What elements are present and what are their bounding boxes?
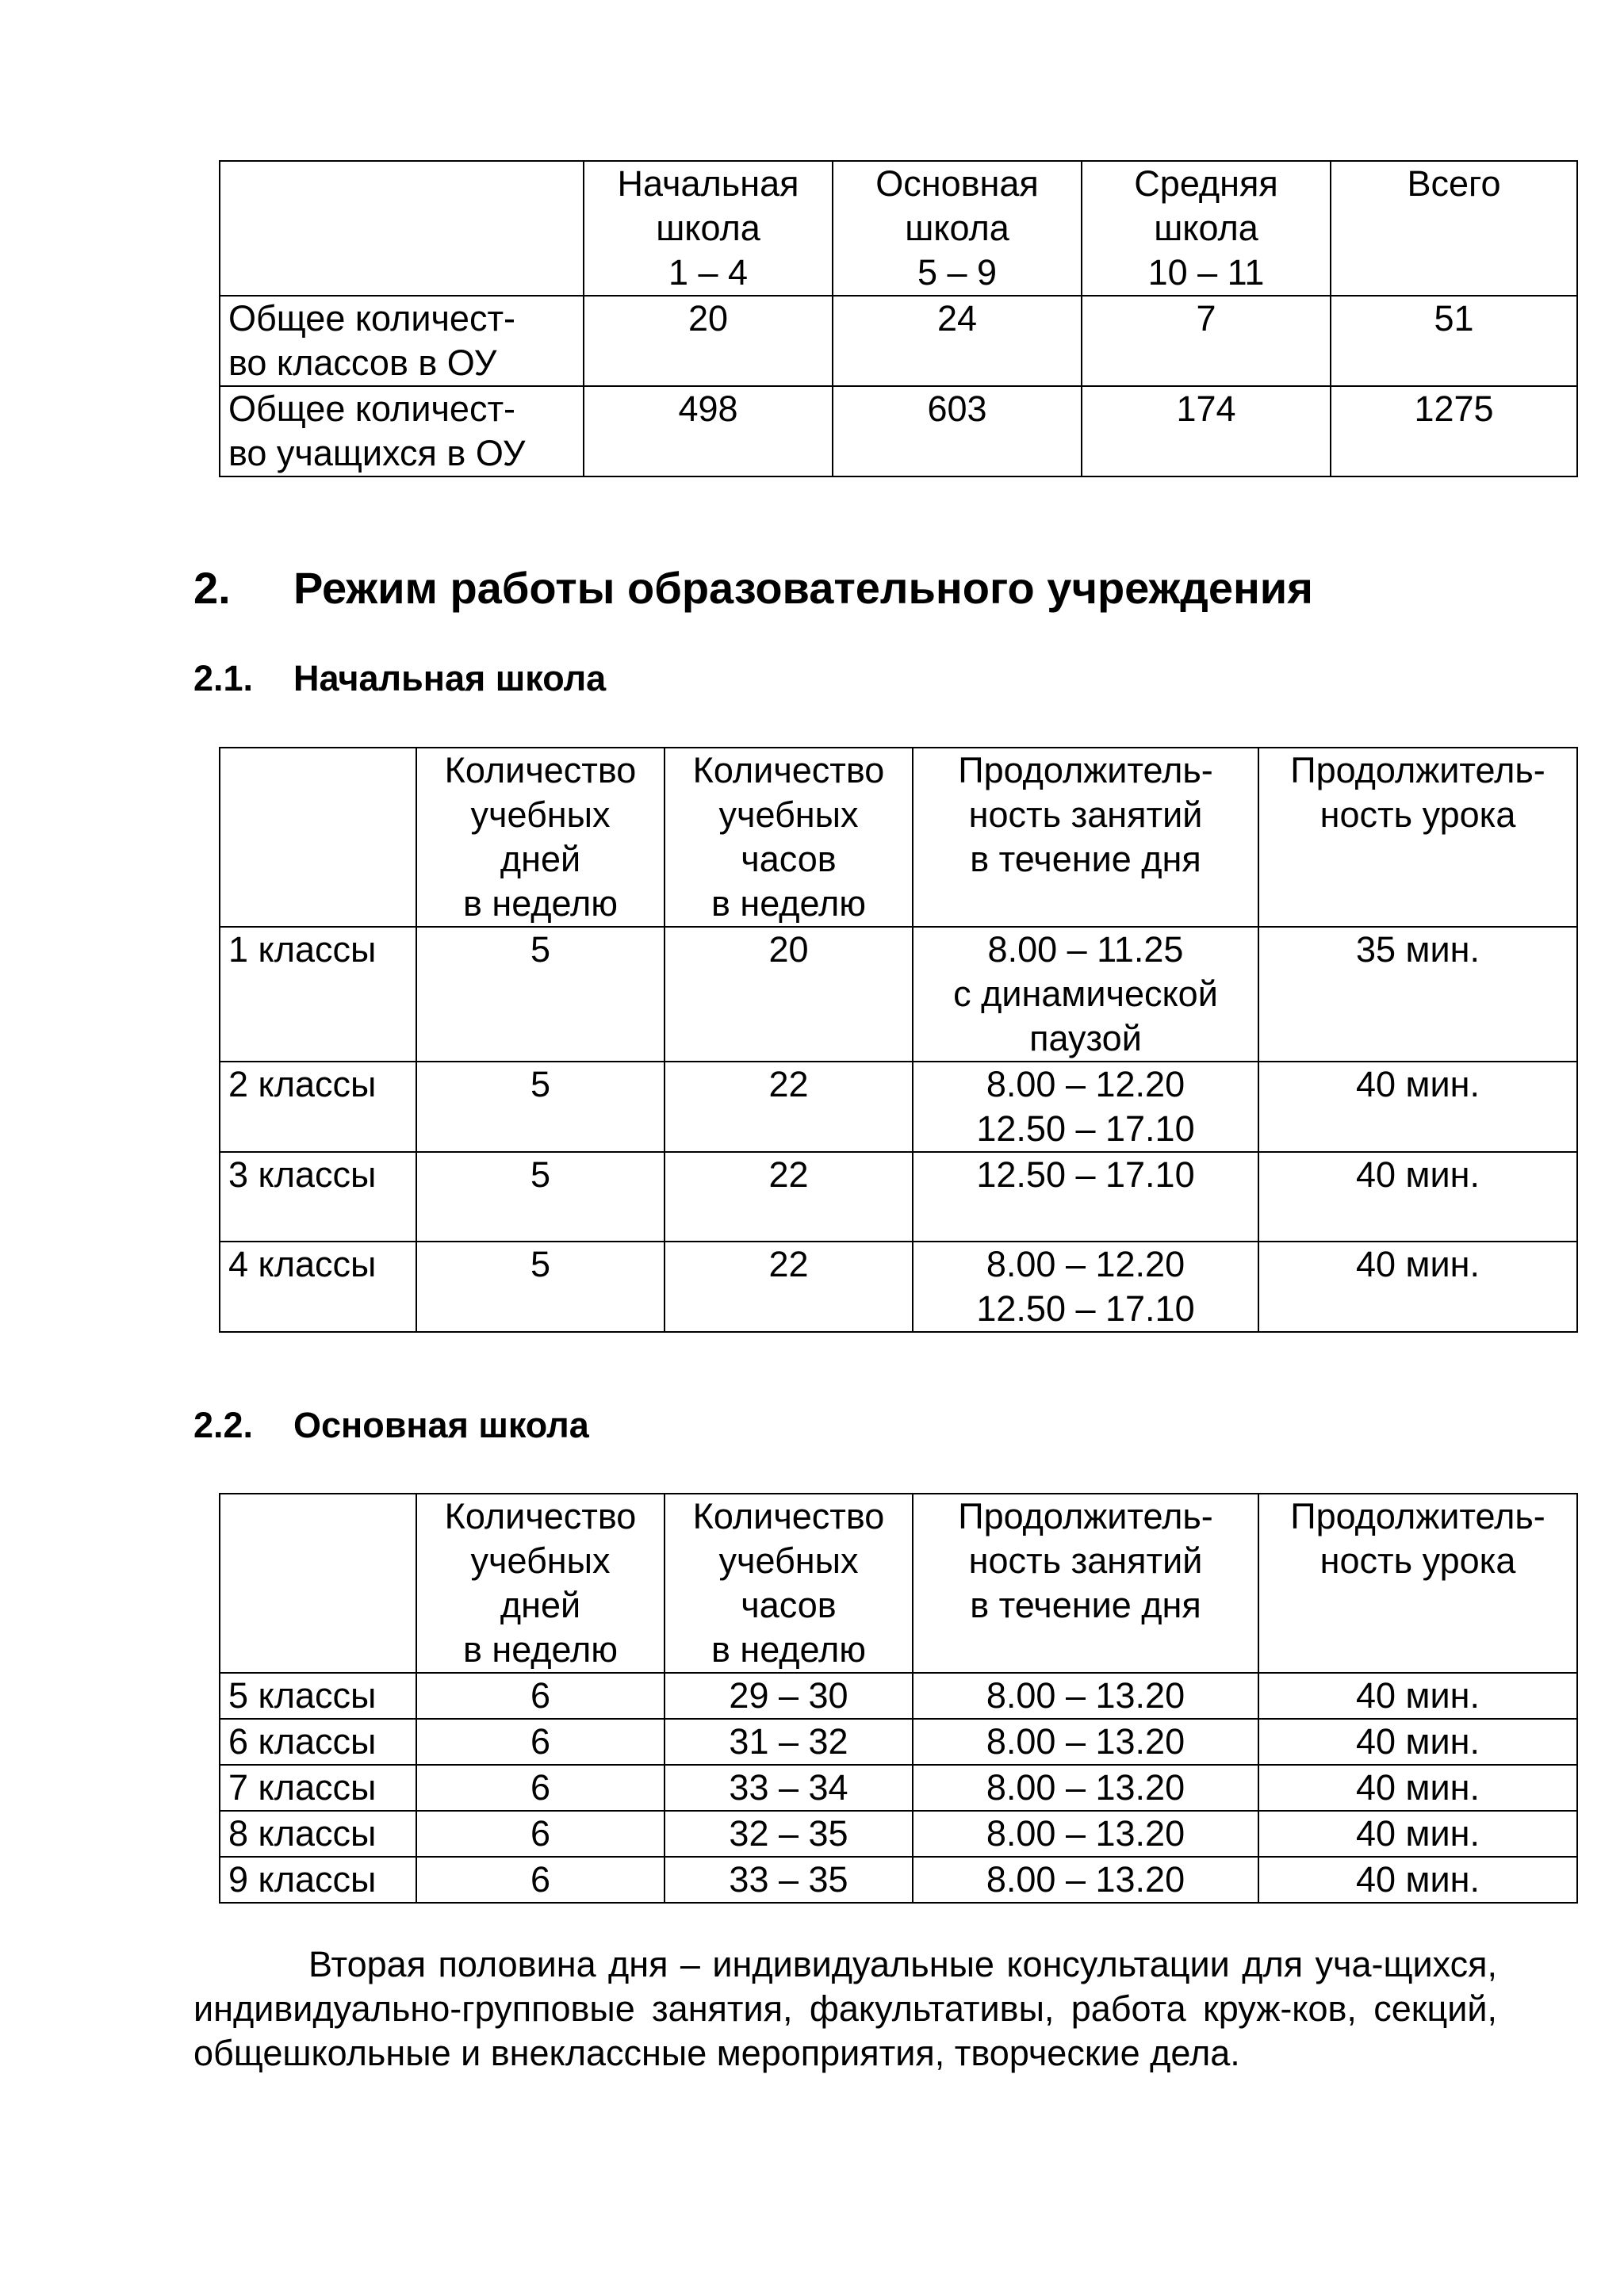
table-cell: 35 мин. xyxy=(1258,927,1577,1062)
table-row xyxy=(220,1765,1577,1811)
table-row xyxy=(220,1811,1577,1857)
table-cell: 8.00 – 12.20 12.50 – 17.10 xyxy=(913,1242,1258,1332)
table-row xyxy=(220,1152,1577,1242)
table-cell: 40 мин. xyxy=(1258,1765,1577,1811)
subsection-number: 2.2. xyxy=(193,1405,254,1445)
header-cell xyxy=(220,1494,416,1673)
table-cell: 6 xyxy=(416,1857,665,1903)
table-cell: 20 xyxy=(665,927,913,1062)
row-label: Общее количест- во классов в ОУ xyxy=(220,296,584,386)
header-cell: Продолжитель- ность занятий в течение дня xyxy=(913,748,1258,927)
table-cell: 40 мин. xyxy=(1258,1062,1577,1152)
table-cell: 5 xyxy=(416,1152,665,1242)
subsection-title: Основная школа xyxy=(293,1405,589,1445)
table-cell: 24 xyxy=(833,296,1082,386)
table-cell: 32 – 35 xyxy=(665,1811,913,1857)
table-cell: 498 xyxy=(584,386,833,476)
table-row xyxy=(220,386,1577,476)
table-row xyxy=(220,1673,1577,1719)
table-cell: 33 – 34 xyxy=(665,1765,913,1811)
row-label: 5 классы xyxy=(220,1673,416,1719)
table-cell: 5 xyxy=(416,1242,665,1332)
header-cell: Количество учебных дней в неделю xyxy=(416,748,665,927)
row-label: 4 классы xyxy=(220,1242,416,1332)
table-cell: 40 мин. xyxy=(1258,1719,1577,1765)
subsection-title: Начальная школа xyxy=(293,658,607,698)
row-label: 8 классы xyxy=(220,1811,416,1857)
subsection-heading xyxy=(193,656,606,701)
table-cell: 1275 xyxy=(1331,386,1577,476)
enrollment-table xyxy=(219,160,1578,477)
table-cell: 8.00 – 11.25 с динамической паузой xyxy=(913,927,1258,1062)
table-cell: 6 xyxy=(416,1765,665,1811)
body-paragraph: Вторая половина дня – индивидуальные консультации для уча-щихся, индивидуально-групповые занятия, факультативы, работа круж-ков, секций, общешкольные и внеклассные мероприятия, творческие дела. xyxy=(193,1944,1497,2073)
header-cell xyxy=(220,748,416,927)
header-cell: Количество учебных дней в неделю xyxy=(416,1494,665,1673)
subsection-heading xyxy=(193,1403,589,1448)
table-row xyxy=(220,1242,1577,1332)
section-number: 2. xyxy=(193,563,231,613)
row-label: 1 классы xyxy=(220,927,416,1062)
table-cell: 40 мин. xyxy=(1258,1857,1577,1903)
section-heading xyxy=(193,561,1313,615)
table-header-row xyxy=(220,1494,1577,1673)
subsection-number: 2.1. xyxy=(193,658,254,698)
row-label: 6 классы xyxy=(220,1719,416,1765)
table-cell: 40 мин. xyxy=(1258,1242,1577,1332)
table-cell: 6 xyxy=(416,1673,665,1719)
table-cell: 12.50 – 17.10 xyxy=(913,1152,1258,1242)
header-cell: Продолжитель- ность урока xyxy=(1258,1494,1577,1673)
table-cell: 22 xyxy=(665,1062,913,1152)
table-cell: 51 xyxy=(1331,296,1577,386)
header-cell: Средняя школа 10 – 11 xyxy=(1082,161,1331,296)
table-cell: 8.00 – 13.20 xyxy=(913,1719,1258,1765)
basic-school-table xyxy=(219,1493,1578,1904)
header-cell: Продолжитель- ность занятий в течение дня xyxy=(913,1494,1258,1673)
table-header-row xyxy=(220,748,1577,927)
section-title: Режим работы образовательного учреждения xyxy=(293,563,1313,613)
table-cell: 8.00 – 13.20 xyxy=(913,1673,1258,1719)
table-cell: 603 xyxy=(833,386,1082,476)
table-row xyxy=(220,1719,1577,1765)
header-cell: Продолжитель- ность урока xyxy=(1258,748,1577,927)
table-cell: 5 xyxy=(416,927,665,1062)
table-row xyxy=(220,927,1577,1062)
header-cell: Всего xyxy=(1331,161,1577,296)
table-cell: 7 xyxy=(1082,296,1331,386)
table-cell: 174 xyxy=(1082,386,1331,476)
table-cell: 8.00 – 13.20 xyxy=(913,1857,1258,1903)
header-cell: Начальная школа 1 – 4 xyxy=(584,161,833,296)
header-cell: Количество учебных часов в неделю xyxy=(665,748,913,927)
row-label: 7 классы xyxy=(220,1765,416,1811)
row-label: Общее количест- во учащихся в ОУ xyxy=(220,386,584,476)
row-label: 3 классы xyxy=(220,1152,416,1242)
header-cell: Количество учебных часов в неделю xyxy=(665,1494,913,1673)
table-cell: 20 xyxy=(584,296,833,386)
table-row xyxy=(220,296,1577,386)
table-header-row xyxy=(220,161,1577,296)
table-cell: 8.00 – 13.20 xyxy=(913,1765,1258,1811)
table-cell: 8.00 – 12.20 12.50 – 17.10 xyxy=(913,1062,1258,1152)
table-row xyxy=(220,1857,1577,1903)
primary-school-table xyxy=(219,747,1578,1333)
row-label: 2 классы xyxy=(220,1062,416,1152)
table-cell: 33 – 35 xyxy=(665,1857,913,1903)
table-row xyxy=(220,1062,1577,1152)
table-cell: 6 xyxy=(416,1811,665,1857)
row-label: 9 классы xyxy=(220,1857,416,1903)
table-cell: 8.00 – 13.20 xyxy=(913,1811,1258,1857)
header-cell xyxy=(220,161,584,296)
table-cell: 22 xyxy=(665,1242,913,1332)
table-cell: 6 xyxy=(416,1719,665,1765)
table-cell: 29 – 30 xyxy=(665,1673,913,1719)
table-cell: 40 мин. xyxy=(1258,1152,1577,1242)
table-cell: 40 мин. xyxy=(1258,1811,1577,1857)
table-cell: 5 xyxy=(416,1062,665,1152)
table-cell: 31 – 32 xyxy=(665,1719,913,1765)
table-cell: 22 xyxy=(665,1152,913,1242)
header-cell: Основная школа 5 – 9 xyxy=(833,161,1082,296)
table-cell: 40 мин. xyxy=(1258,1673,1577,1719)
